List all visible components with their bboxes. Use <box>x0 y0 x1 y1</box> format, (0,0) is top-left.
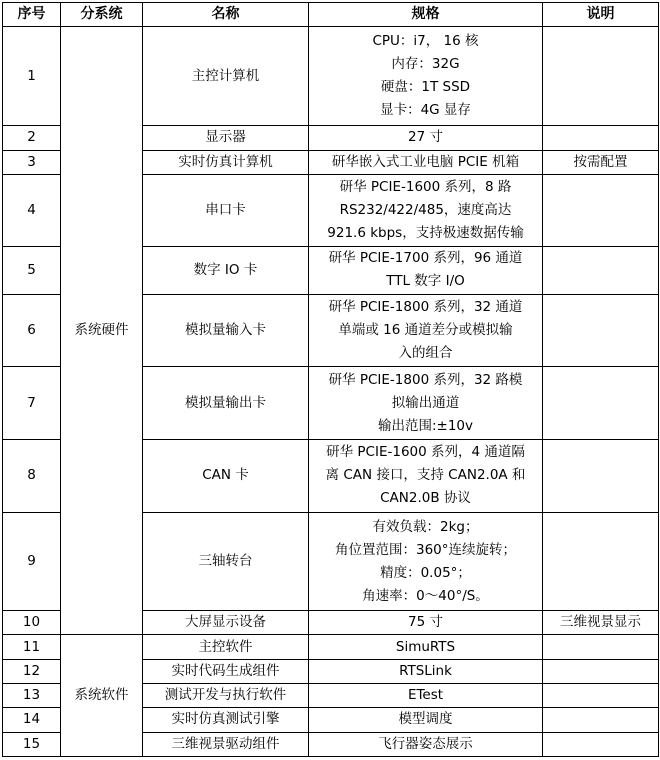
item-name: 测试开发与执行软件 <box>143 684 309 708</box>
spec-line: 75 寸 <box>408 614 443 631</box>
spec-line: RS232/422/485，速度高达 <box>339 201 512 218</box>
spec-line: 研华 PCIE-1800 系列，32 路模 <box>328 371 523 388</box>
spec-line: SimuRTS <box>395 638 456 655</box>
item-spec <box>309 512 543 610</box>
row-number: 11 <box>3 635 61 659</box>
spec-line: 角速率：0～40°/S。 <box>362 587 489 604</box>
spec-line: 921.6 kbps，支持极速数据传输 <box>327 224 524 241</box>
spec-line: 有效负载：2kg； <box>372 518 479 535</box>
item-note <box>543 174 659 246</box>
row-number: 14 <box>3 708 61 732</box>
item-name: 主控软件 <box>143 635 309 659</box>
spec-line: CAN2.0B 协议 <box>380 490 471 507</box>
item-spec <box>309 732 543 756</box>
item-name: 模拟量输出卡 <box>143 367 309 440</box>
item-spec <box>309 611 543 635</box>
item-name: 数字 IO 卡 <box>143 246 309 295</box>
spec-line: 模型调度 <box>398 711 453 728</box>
row-number: 13 <box>3 684 61 708</box>
spec-line: 硬盘：1T SSD <box>380 79 471 96</box>
item-name: 三轴转台 <box>143 512 309 610</box>
item-note: 三维视景显示 <box>543 611 659 635</box>
item-spec <box>309 440 543 513</box>
item-name: 大屏显示设备 <box>143 611 309 635</box>
item-name: 显示器 <box>143 126 309 150</box>
item-note <box>543 659 659 683</box>
spec-table <box>2 2 659 757</box>
header-row <box>3 3 659 27</box>
spec-line: RTSLink <box>399 662 452 679</box>
item-note: 按需配置 <box>543 150 659 174</box>
spec-line: 单端或 16 通道差分或模拟输 <box>338 322 513 339</box>
spec-line: CPU：i7， 16 核 <box>372 33 479 50</box>
spec-line: TTL 数字 I/O <box>386 273 465 290</box>
item-spec <box>309 126 543 150</box>
spec-line: 拟输出通道 <box>391 394 460 411</box>
item-name: 三维视景驱动组件 <box>143 732 309 756</box>
spec-line: 精度：0.05°； <box>380 564 471 581</box>
spec-line: 入的组合 <box>398 345 453 362</box>
item-name: 主控计算机 <box>143 27 309 126</box>
header-subsystem: 分系统 <box>61 3 143 27</box>
row-number: 2 <box>3 126 61 150</box>
item-spec <box>309 150 543 174</box>
spec-line: 研华 PCIE-1600 系列，8 路 <box>339 178 512 195</box>
item-spec <box>309 246 543 295</box>
item-spec <box>309 367 543 440</box>
item-note <box>543 126 659 150</box>
spec-line: 研华 PCIE-1600 系列，4 通道隔 <box>326 444 525 461</box>
item-spec <box>309 27 543 126</box>
item-name: 实时仿真计算机 <box>143 150 309 174</box>
table-row <box>3 635 659 659</box>
table-row <box>3 27 659 126</box>
row-number: 6 <box>3 295 61 367</box>
spec-line: 27 寸 <box>408 129 443 146</box>
item-note <box>543 440 659 513</box>
row-number: 1 <box>3 27 61 126</box>
spec-line: ETest <box>407 687 444 704</box>
row-number: 12 <box>3 659 61 683</box>
row-number: 4 <box>3 174 61 246</box>
row-number: 15 <box>3 732 61 756</box>
spec-line: 角位置范围：360°连续旋转； <box>334 541 517 558</box>
subsystem-software: 系统软件 <box>61 635 143 757</box>
item-spec <box>309 684 543 708</box>
item-spec <box>309 174 543 246</box>
item-note <box>543 684 659 708</box>
item-name: 实时代码生成组件 <box>143 659 309 683</box>
spec-line: 显卡：4G 显存 <box>380 102 471 119</box>
row-number: 7 <box>3 367 61 440</box>
spec-line: 内存：32G <box>391 56 460 73</box>
item-note <box>543 27 659 126</box>
item-note <box>543 295 659 367</box>
item-name: 实时仿真测试引擎 <box>143 708 309 732</box>
item-note <box>543 367 659 440</box>
row-number: 5 <box>3 246 61 295</box>
spec-line: 研华嵌入式工业电脑 PCIE 机箱 <box>331 153 520 170</box>
item-spec <box>309 708 543 732</box>
item-spec <box>309 659 543 683</box>
item-note <box>543 732 659 756</box>
spec-line: 离 CAN 接口，支持 CAN2.0A 和 <box>325 467 526 484</box>
header-no: 序号 <box>3 3 61 27</box>
item-name: 模拟量输入卡 <box>143 295 309 367</box>
table-body <box>3 27 659 757</box>
item-note <box>543 512 659 610</box>
row-number: 10 <box>3 611 61 635</box>
row-number: 3 <box>3 150 61 174</box>
item-note <box>543 246 659 295</box>
spec-line: 飞行器姿态展示 <box>378 735 473 752</box>
header-note: 说明 <box>543 3 659 27</box>
item-spec <box>309 635 543 659</box>
item-name: 串口卡 <box>143 174 309 246</box>
subsystem-hardware: 系统硬件 <box>61 27 143 635</box>
item-note <box>543 708 659 732</box>
item-name: CAN 卡 <box>143 440 309 513</box>
spec-line: 研华 PCIE-1800 系列，32 通道 <box>328 299 523 316</box>
row-number: 8 <box>3 440 61 513</box>
header-name: 名称 <box>143 3 309 27</box>
header-spec: 规格 <box>309 3 543 27</box>
item-note <box>543 635 659 659</box>
spec-line: 研华 PCIE-1700 系列，96 通道 <box>328 250 523 267</box>
spec-line: 输出范围:±10v <box>377 417 474 434</box>
row-number: 9 <box>3 512 61 610</box>
item-spec <box>309 295 543 367</box>
